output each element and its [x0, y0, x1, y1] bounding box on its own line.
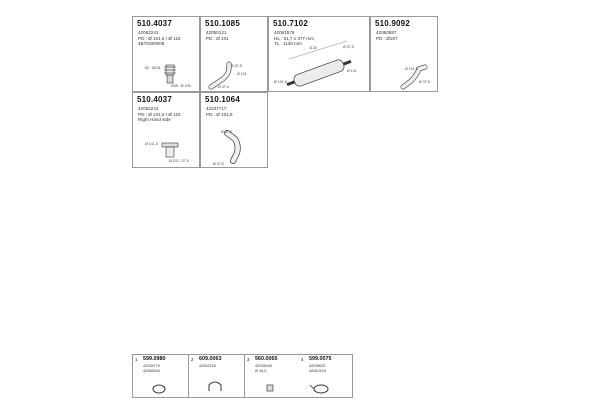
part-card-5[interactable]: [132, 92, 200, 168]
part-card-2[interactable]: [200, 16, 268, 92]
dim-label: 1130: [309, 46, 317, 50]
ref-line: 42035775: [143, 364, 160, 368]
accessory-part-number: 599.0075: [309, 356, 332, 362]
accessory-number: 4: [301, 357, 304, 362]
part-drawing: [201, 93, 269, 169]
part-drawing: [269, 17, 371, 93]
dim-label: Ø 37,5: [221, 130, 232, 134]
part-drawing: [133, 17, 201, 93]
ref-line: 42038521: [309, 364, 326, 368]
part-number: 510.7102: [273, 19, 308, 28]
part-drawing: [201, 17, 269, 93]
part-drawing: [133, 93, 201, 169]
part-card-1[interactable]: [132, 16, 200, 92]
clamp-icon: [133, 355, 188, 397]
ref-line: 42062193: [309, 368, 326, 373]
ref-line: 4BT0380006: [138, 41, 165, 47]
ref-line: 42039046: [255, 364, 272, 368]
part-number: 510.4037: [137, 19, 172, 28]
dim-label: Ø 37,5: [213, 162, 224, 166]
ref-line: PD : Ø 101: [206, 35, 229, 41]
accessories-bar: [132, 354, 353, 398]
part-drawing: [371, 17, 439, 93]
part-card-6[interactable]: [200, 92, 268, 168]
ref-line: 42062241: [138, 30, 159, 35]
ref-line: PD : Ø 101,5 / Ø 115: [138, 35, 181, 41]
ref-line: 42050121: [206, 30, 227, 35]
dim-label: Ø 101,5: [274, 80, 287, 84]
ref-line: Ø 16,5: [255, 368, 267, 373]
dim-label: Ø 37,5: [419, 80, 430, 84]
accessory-part-number: 599.0980: [143, 356, 166, 362]
part-number: 510.4037: [137, 95, 172, 104]
ref-line: PD : Ø 101,5: [206, 111, 233, 117]
part-number: 510.9092: [375, 19, 410, 28]
dim-label: Ø 87,5: [231, 64, 242, 68]
ref-line: 42060587: [376, 30, 397, 35]
ref-line: 42061576: [274, 30, 295, 35]
clamp-icon: [189, 355, 244, 397]
part-number: 510.1064: [205, 95, 240, 104]
ref-line: HL : 61,7 x 377 mm: [274, 35, 314, 41]
part-card-4[interactable]: [370, 16, 438, 92]
ref-line: Right Hand side: [138, 117, 171, 123]
accessory-number: 3: [247, 357, 250, 362]
accessory-number: 1: [135, 357, 138, 362]
accessory-part-number: 609.0063: [199, 356, 222, 362]
accessory-cell-1[interactable]: [133, 355, 188, 397]
dim-label: Ø 101: [347, 69, 357, 73]
dim-label: Ø35 : Ø 105: [171, 84, 191, 88]
accessory-number: 2: [191, 357, 194, 362]
dim-label: Ø 131,5: [145, 142, 158, 146]
dim-label: 62 : Ø131: [145, 66, 161, 70]
ref-line: 42062241: [138, 106, 159, 111]
clamp-icon: [299, 355, 353, 397]
dim-label: Ø 37,5: [343, 45, 354, 49]
dim-label: Ø 101: [237, 72, 247, 76]
part-number: 510.1085: [205, 19, 240, 28]
part-card-3[interactable]: [268, 16, 370, 92]
ref-line: 42037717: [206, 106, 227, 111]
ref-line: PD : Ø 101,5 / Ø 115: [138, 111, 181, 117]
accessory-cell-3[interactable]: [245, 355, 353, 397]
ref-line: TL : 1130 mm: [274, 41, 302, 47]
accessory-cell-2[interactable]: [189, 355, 244, 397]
accessory-part-number: 560.0065: [255, 356, 278, 362]
ref-line: PD : Ø167: [376, 35, 398, 41]
ref-line: 42066534: [143, 368, 160, 373]
ref-line: 42052216: [199, 364, 216, 368]
dim-label: Ø 101,5: [405, 67, 418, 71]
dim-label: Ø 101 / 37,5: [169, 159, 189, 163]
dim-label: Ø 37,5: [218, 85, 229, 89]
accessory-cell-4[interactable]: [299, 355, 353, 397]
